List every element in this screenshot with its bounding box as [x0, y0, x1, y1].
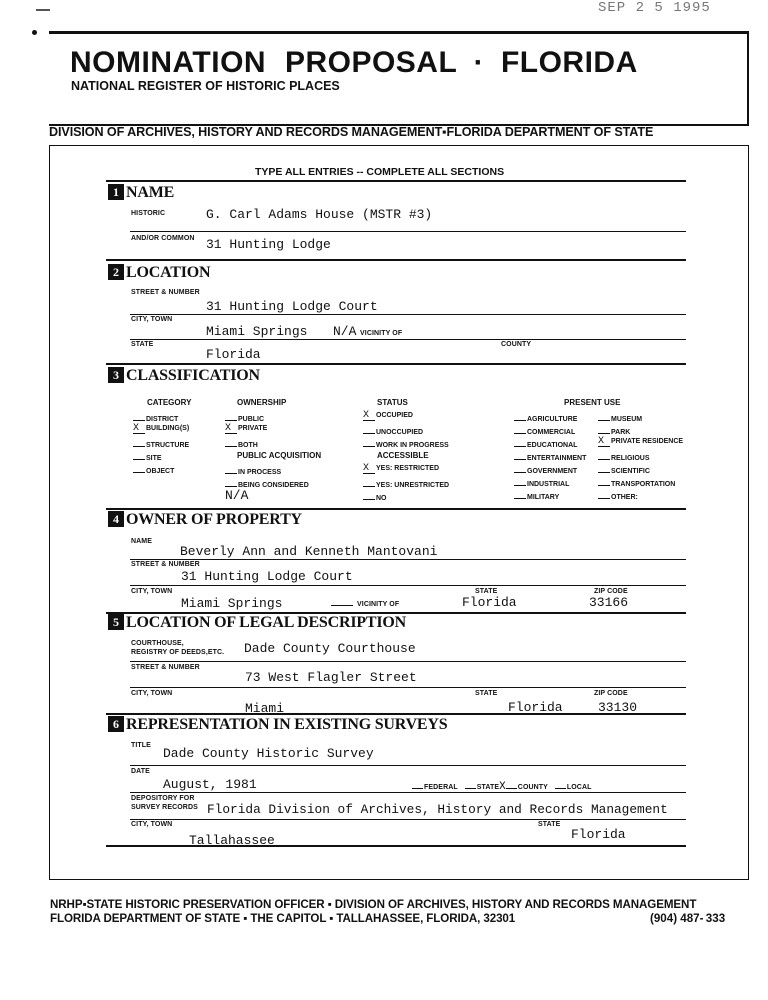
checkbox-label: BUILDING(S): [146, 425, 190, 432]
form-title: [70, 46, 638, 80]
checkbox-mark: [363, 478, 375, 487]
survey-title-value: Dade County Historic Survey: [163, 746, 374, 761]
owner-city-label: CITY, TOWN: [131, 588, 173, 595]
local-level-label: LOCAL: [566, 784, 592, 791]
rule: [106, 259, 686, 261]
checkbox-option: [225, 412, 264, 423]
state-label: STATE: [131, 341, 154, 348]
checkbox-mark: [514, 438, 526, 447]
rule: [106, 508, 686, 510]
street-label: STREET & NUMBER: [131, 289, 200, 296]
checkbox-mark: [514, 451, 526, 460]
checkbox-mark: [598, 425, 610, 434]
checkbox-mark: [598, 477, 610, 486]
checkbox-label: OTHER:: [611, 494, 638, 501]
checkbox-option: [133, 425, 189, 434]
checkbox-label: PRIVATE: [238, 425, 268, 432]
section-title: NAME: [126, 184, 175, 201]
historic-name-value: G. Carl Adams House (MSTR #3): [206, 207, 433, 222]
checkbox-option: [363, 478, 449, 489]
category-heading: CATEGORY: [147, 398, 192, 407]
checkbox-mark: [133, 412, 145, 421]
registry-label: REGISTRY OF DEEDS,ETC.: [131, 649, 225, 656]
checkbox-mark: [598, 490, 610, 499]
owner-state-label: STATE: [475, 588, 498, 595]
checkbox-mark: X: [133, 425, 145, 434]
section-title: CLASSIFICATION: [126, 367, 260, 384]
checkbox-option: [225, 465, 281, 476]
checkbox-label: EDUCATIONAL: [527, 442, 578, 449]
state-checkbox: [465, 781, 476, 789]
checkbox-label: SITE: [146, 455, 162, 462]
owner-zip-label: ZIP CODE: [594, 588, 628, 595]
scan-speck: [32, 30, 37, 35]
city-label: CITY, TOWN: [131, 316, 173, 323]
checkbox-option: [514, 490, 559, 501]
section-title: OWNER OF PROPERTY: [126, 511, 302, 528]
depository-label: DEPOSITORY FOR: [131, 795, 195, 802]
section-6-header: [108, 716, 447, 734]
section-3-header: [108, 367, 260, 385]
section-number: 2: [108, 264, 124, 280]
checkbox-option: [598, 412, 642, 423]
checkbox-label: BOTH: [238, 442, 258, 449]
owner-zip-value: 33166: [589, 595, 629, 610]
checkbox-mark: X: [225, 425, 237, 434]
rule: [106, 180, 686, 182]
section-number: 3: [108, 367, 124, 383]
state-level-mark: X: [499, 781, 506, 793]
county-label: COUNTY: [501, 341, 532, 348]
survey-city-label: CITY, TOWN: [131, 821, 173, 828]
checkbox-option: [598, 490, 638, 501]
checkbox-label: RELIGIOUS: [611, 455, 650, 462]
legal-street-value: 73 West Flagler Street: [245, 670, 417, 685]
checkbox-mark: [225, 412, 237, 421]
checkbox-mark: [514, 425, 526, 434]
accessible-heading: ACCESSIBLE: [377, 451, 429, 460]
rule: [106, 363, 686, 365]
checkbox-label: OCCUPIED: [376, 412, 413, 419]
checkbox-option: [598, 425, 630, 436]
legal-zip-value: 33130: [598, 700, 638, 715]
checkbox-option: [514, 477, 569, 488]
checkbox-label: PUBLIC: [238, 416, 265, 423]
depository-value: Florida Division of Archives, History and Records Management: [207, 802, 668, 817]
section-title: LOCATION: [126, 264, 211, 281]
rule: [106, 713, 686, 715]
checkbox-option: [363, 491, 387, 502]
survey-records-label: SURVEY RECORDS: [131, 804, 198, 811]
checkbox-mark: X: [363, 465, 375, 474]
checkbox-option: [363, 412, 413, 421]
checkbox-option: [514, 425, 575, 436]
county-level-label: COUNTY: [517, 784, 548, 791]
vicinity-label: VICINITY OF: [360, 330, 403, 337]
rule: [130, 765, 686, 766]
legal-city-value: Miami: [245, 701, 285, 716]
common-name-value: 31 Hunting Lodge: [206, 237, 331, 252]
checkbox-mark: [363, 438, 375, 447]
vicinity-value: N/A: [333, 324, 357, 339]
rule: [106, 845, 686, 847]
survey-state-value: Florida: [571, 827, 626, 842]
rule: [130, 231, 686, 232]
checkbox-mark: [598, 412, 610, 421]
checkbox-option: [514, 451, 586, 462]
checkbox-label: UNOCCUPIED: [376, 429, 424, 436]
checkbox-label: STRUCTURE: [146, 442, 190, 449]
owner-city-value: Miami Springs: [181, 596, 283, 611]
footer-phone: (904) 487- 333: [650, 912, 726, 925]
survey-title-label: TITLE: [131, 742, 151, 749]
courthouse-value: Dade County Courthouse: [244, 641, 416, 656]
federal-checkbox: [412, 781, 423, 789]
checkbox-option: [514, 412, 577, 423]
owner-vicinity-label: VICINITY OF: [357, 601, 400, 608]
checkbox-label: GOVERNMENT: [527, 468, 578, 475]
survey-date-label: DATE: [131, 768, 150, 775]
division-line: DIVISION OF ARCHIVES, HISTORY AND RECORDS MANAGEMENT▪FLORIDA DEPARTMENT OF STATE: [49, 125, 654, 139]
legal-city-label: CITY, TOWN: [131, 690, 173, 697]
owner-street-label: STREET & NUMBER: [131, 561, 200, 568]
footer-line-1: NRHP▪STATE HISTORIC PRESERVATION OFFICER ▪ DIVISION OF ARCHIVES, HISTORY AND RECORDS MANAGEMENT: [50, 898, 697, 911]
checkbox-option: [598, 438, 683, 447]
section-4-header: [108, 511, 302, 529]
checkbox-mark: [225, 438, 237, 447]
street-value: 31 Hunting Lodge Court: [206, 299, 378, 314]
checkbox-option: [598, 451, 650, 462]
checkbox-mark: [133, 438, 145, 447]
checkbox-mark: [514, 464, 526, 473]
rule: [130, 314, 686, 315]
checkbox-mark: [598, 464, 610, 473]
present-use-heading: PRESENT USE: [564, 398, 621, 407]
section-number: 6: [108, 716, 124, 732]
rule: [130, 339, 686, 340]
checkbox-mark: [133, 464, 145, 473]
title-nomination: NOMINATION: [70, 46, 267, 79]
form-subtitle: NATIONAL REGISTER OF HISTORIC PLACES: [71, 79, 340, 93]
owner-street-value: 31 Hunting Lodge Court: [181, 569, 353, 584]
owner-name-label: NAME: [131, 538, 153, 545]
checkbox-mark: [363, 425, 375, 434]
checkbox-mark: [514, 412, 526, 421]
title-florida: FLORIDA: [500, 46, 638, 79]
checkbox-label: INDUSTRIAL: [527, 481, 570, 488]
checkbox-label: SCIENTIFIC: [611, 468, 650, 475]
rule: [130, 819, 686, 820]
checkbox-label: NO: [376, 495, 387, 502]
survey-state-label: STATE: [538, 821, 561, 828]
checkbox-label: ENTERTAINMENT: [527, 455, 587, 462]
state-level-label: STATE: [476, 784, 500, 791]
section-number: 4: [108, 511, 124, 527]
section-1-header: [108, 184, 174, 202]
checkbox-option: [363, 425, 423, 436]
section-title: LOCATION OF LEGAL DESCRIPTION: [126, 614, 407, 631]
checkbox-mark: [514, 477, 526, 486]
title-proposal: PROPOSAL: [284, 46, 457, 79]
checkbox-label: WORK IN PROGRESS: [376, 442, 449, 449]
rule: [130, 585, 686, 586]
checkbox-option: [598, 464, 650, 475]
checkbox-label: DISTRICT: [146, 416, 179, 423]
checkbox-option: [363, 465, 439, 474]
public-acquisition-heading: PUBLIC ACQUISITION: [237, 451, 322, 460]
checkbox-option: [514, 464, 577, 475]
checkbox-label: COMMERCIAL: [527, 429, 576, 436]
checkbox-mark: [514, 490, 526, 499]
checkbox-mark: [133, 451, 145, 460]
owner-vicinity-blank: [331, 605, 353, 606]
checkbox-label: TRANSPORTATION: [611, 481, 676, 488]
checkbox-option: [133, 438, 189, 449]
checkbox-mark: X: [598, 438, 610, 447]
common-name-label: AND/OR COMMON: [131, 235, 195, 242]
section-number: 1: [108, 184, 124, 200]
section-2-header: [108, 264, 210, 282]
survey-date-value: August, 1981: [163, 777, 257, 792]
owner-name-value: Beverly Ann and Kenneth Mantovani: [180, 544, 438, 559]
rule: [130, 559, 686, 560]
checkbox-label: BEING CONSIDERED: [238, 482, 309, 489]
rule: [130, 687, 686, 688]
owner-state-value: Florida: [462, 595, 517, 610]
rule: [130, 661, 686, 662]
checkbox-label: MILITARY: [527, 494, 560, 501]
checkbox-label: PARK: [611, 429, 631, 436]
state-value: Florida: [206, 347, 261, 362]
checkbox-mark: [598, 451, 610, 460]
section-title: REPRESENTATION IN EXISTING SURVEYS: [126, 716, 448, 733]
checkbox-mark: [225, 465, 237, 474]
status-heading: STATUS: [377, 398, 408, 407]
courthouse-label: COURTHOUSE,: [131, 640, 184, 647]
checkbox-option: [514, 438, 577, 449]
instructions: TYPE ALL ENTRIES -- COMPLETE ALL SECTIONS: [255, 166, 505, 178]
legal-state-label: STATE: [475, 690, 498, 697]
checkbox-option: [133, 451, 162, 462]
local-checkbox: [555, 781, 566, 789]
legal-state-value: Florida: [508, 700, 563, 715]
checkbox-label: MUSEUM: [611, 416, 643, 423]
checkbox-mark: [363, 491, 375, 500]
survey-city-value: Tallahassee: [189, 833, 275, 846]
rule: [130, 792, 686, 793]
checkbox-option: [225, 438, 258, 449]
section-5-header: [108, 614, 406, 632]
checkbox-mark: [225, 478, 237, 487]
checkbox-label: OBJECT: [146, 468, 175, 475]
checkbox-option: [598, 477, 675, 488]
checkbox-mark: X: [363, 412, 375, 421]
ownership-heading: OWNERSHIP: [237, 398, 287, 407]
historic-label: HISTORIC: [131, 210, 166, 217]
checkbox-option: [363, 438, 449, 449]
checkbox-label: IN PROCESS: [238, 469, 282, 476]
legal-street-label: STREET & NUMBER: [131, 664, 200, 671]
checkbox-label: YES: UNRESTRICTED: [376, 482, 450, 489]
scan-speck: [36, 9, 50, 11]
title-dot: ·: [473, 46, 485, 79]
acquisition-value: N/A: [225, 488, 249, 503]
city-value: Miami Springs: [206, 324, 308, 339]
checkbox-label: YES: RESTRICTED: [376, 465, 440, 472]
checkbox-option: [225, 425, 267, 434]
footer-line-2: FLORIDA DEPARTMENT OF STATE ▪ THE CAPITOL ▪ TALLAHASSEE, FLORIDA, 32301: [50, 912, 516, 925]
federal-label: FEDERAL: [424, 784, 458, 791]
legal-zip-label: ZIP CODE: [594, 690, 628, 697]
checkbox-option: [133, 464, 174, 475]
county-checkbox: [506, 781, 517, 789]
checkbox-label: AGRICULTURE: [527, 416, 578, 423]
received-date-stamp: SEP 2 5 1995: [598, 0, 711, 16]
checkbox-option: [133, 412, 178, 423]
checkbox-label: PRIVATE RESIDENCE: [611, 438, 684, 445]
section-number: 5: [108, 614, 124, 630]
